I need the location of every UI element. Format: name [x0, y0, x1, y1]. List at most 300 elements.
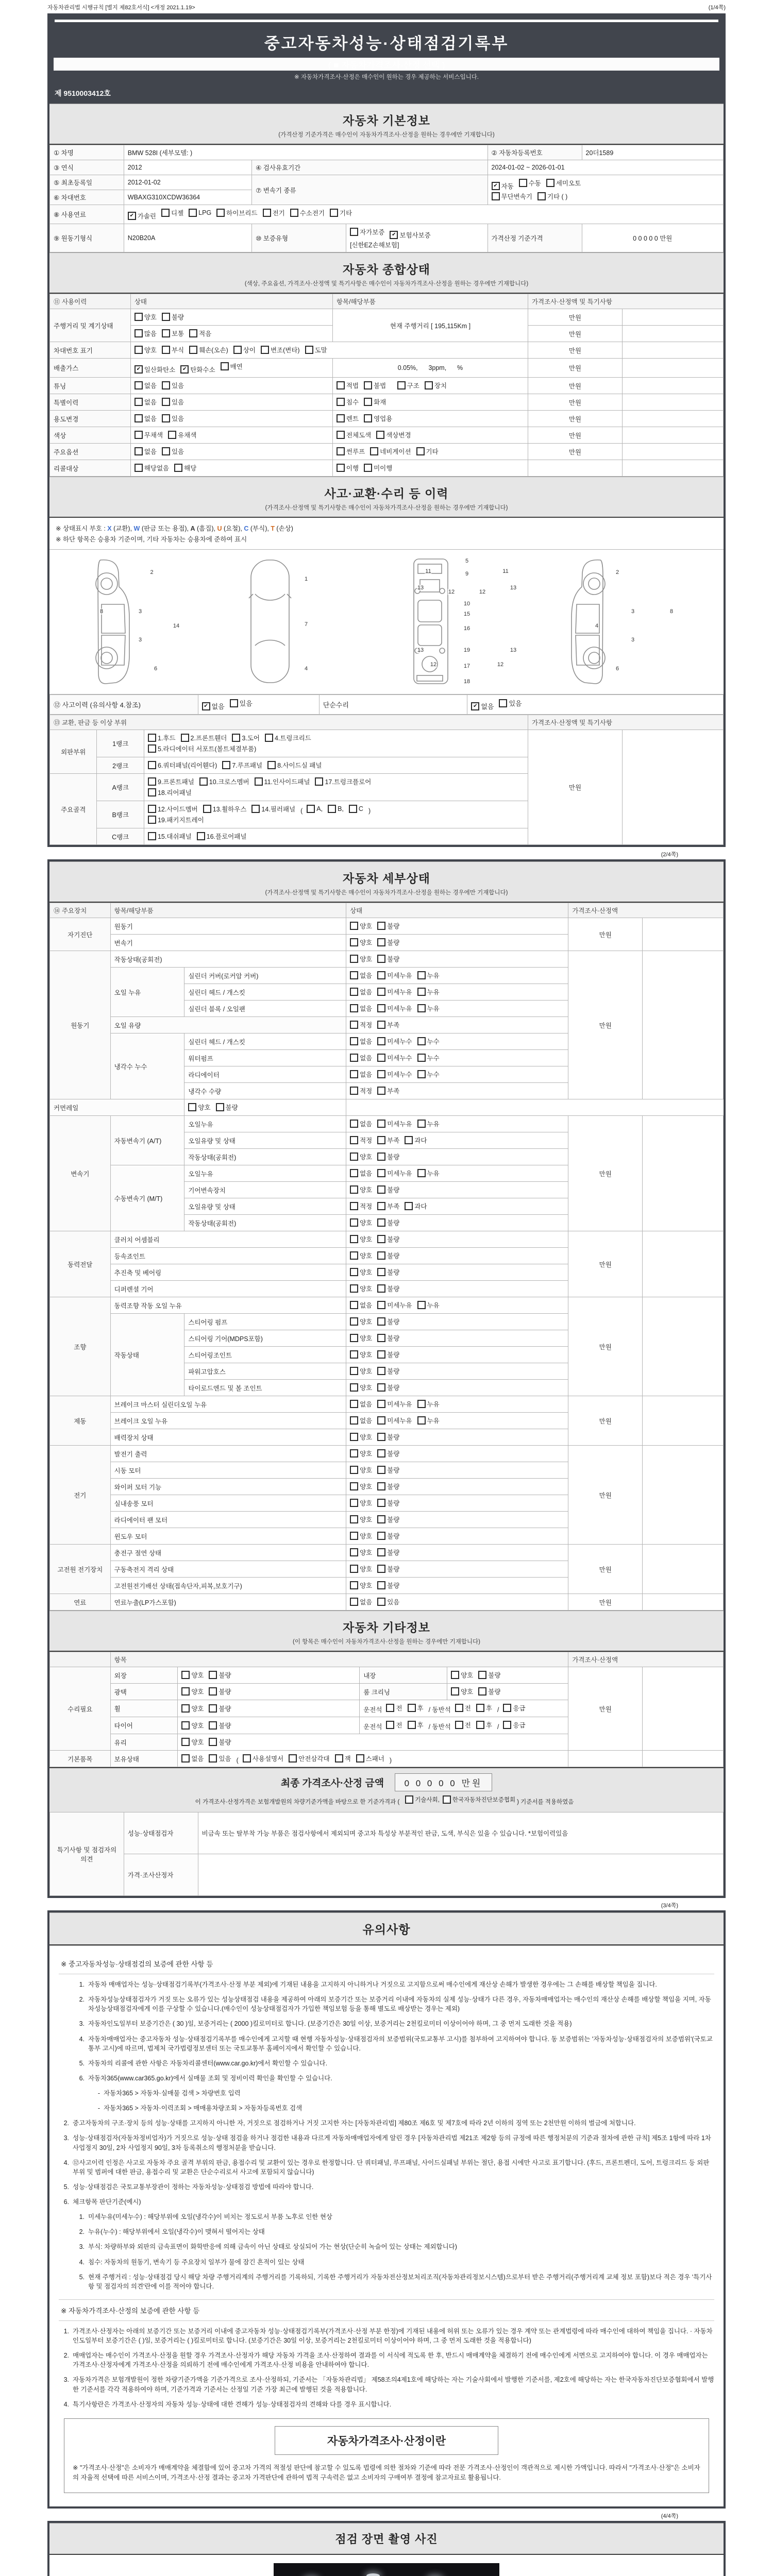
checkbox-option[interactable]: ✔ 없음 — [202, 701, 225, 711]
checkbox-option[interactable]: 불량 — [377, 921, 399, 930]
checkbox-option[interactable]: 매연 — [221, 362, 243, 371]
checkbox-option[interactable]: 유채색 — [168, 430, 196, 439]
table-row — [50, 918, 724, 935]
checkbox-option[interactable]: 10.크로스멤버 — [199, 777, 249, 786]
cell: 브레이크 마스터 실린더오일 누유 — [110, 1396, 346, 1413]
diagram-zone-number: 8 — [99, 608, 104, 615]
section-photo-title: 점검 장면 촬영 사진 — [335, 2532, 438, 2546]
checkbox-option[interactable]: 불량 — [377, 1185, 399, 1194]
checkbox-option[interactable]: 양호 — [181, 1704, 204, 1713]
checkbox-option[interactable]: 미세누유 — [377, 1119, 412, 1128]
checkbox-option[interactable]: 미세누유 — [377, 971, 412, 980]
cell: 만원 — [528, 309, 622, 326]
checkbox-option[interactable]: 양호 — [350, 1581, 372, 1590]
section-other-header — [49, 1611, 724, 1652]
notice-item: 1. 가격조사·산정자는 아래의 보증기간 또는 보증거리 이내에 중고자동차 성능·상태점검기록부(가격조사·산정 부분 한정)에 기재된 내용에 허위 또는 오류가 있는 경우 계약 또는 관계법령에 따라 매수인에 대하여 책임을 집니다. · 자동차인도일부터 보증기간은 ( )일, 보증거리는 ( )킬로미터로 합니다. (보증기간은 30일 이상, 보증거리는 2천킬로미터 이상이어야 하며, 그 중 먼저 도래한 것을 적용합니다) — [63, 2327, 713, 2344]
diagram-zone-number: 6 — [154, 665, 158, 672]
checkbox-option[interactable]: 누유 — [417, 1300, 440, 1310]
checkbox-option[interactable]: 불량 — [377, 1482, 399, 1491]
checkbox-option[interactable]: 불량 — [377, 1564, 399, 1573]
checkbox-option[interactable]: 양호 — [350, 1185, 372, 1194]
checkbox-option[interactable]: 있음 — [162, 414, 184, 423]
checkbox-option[interactable]: 없음 — [181, 1754, 204, 1763]
checkbox-option[interactable]: 불량 — [377, 1498, 399, 1507]
checkbox-option[interactable]: 18.리어패널 — [148, 788, 192, 797]
checkbox-option[interactable]: 네비게이션 — [370, 447, 411, 456]
checkbox-option[interactable]: 3.도어 — [232, 733, 260, 742]
legend-desc: (교환), — [111, 525, 134, 532]
checkbox-option[interactable]: 영업용 — [364, 414, 392, 423]
checkbox-option[interactable]: 적정 — [350, 1201, 372, 1211]
checkbox-option[interactable]: A, — [307, 805, 323, 813]
first-registration-value: 2012-01-02 — [124, 175, 251, 190]
table-row — [50, 1099, 724, 1116]
cell: 디퍼렌셜 기어 — [110, 1281, 346, 1297]
field-label: ⑤ 최초등록일 — [50, 175, 124, 190]
checkbox-option[interactable]: 렌트 — [337, 414, 359, 423]
cell — [178, 1684, 360, 1700]
checkbox-option[interactable]: 화재 — [364, 397, 386, 406]
table-row — [50, 224, 724, 252]
checkbox-option[interactable]: 무채색 — [135, 430, 163, 439]
checkbox-option[interactable]: 전 — [455, 1720, 471, 1730]
checkbox-option[interactable]: 디젤 — [161, 208, 183, 217]
section-accident-note: (가격조사·산정액 및 특기사항은 매수인이 자동차가격조사·산정을 원하는 경우에만 기재합니다) — [265, 505, 508, 511]
checkbox-option[interactable]: 누유 — [417, 1004, 440, 1013]
checkbox-option[interactable]: 미세누유 — [377, 1416, 412, 1425]
checkbox-option[interactable]: 불량 — [377, 1531, 399, 1540]
cell: 기본품목 — [50, 1751, 111, 1767]
checkbox-option[interactable]: 많음 — [135, 329, 157, 338]
diagram-zone-number: 14 — [173, 622, 180, 629]
checkbox-option[interactable]: 있음 — [209, 1754, 231, 1763]
cell: 고전원전기배선 상태(접속단자,피복,보호기구) — [110, 1578, 346, 1594]
cell — [360, 1717, 568, 1734]
checkbox-option[interactable]: 누유 — [417, 1399, 440, 1409]
cell: 브레이크 오일 누유 — [110, 1413, 346, 1429]
checkbox-option[interactable]: 적법 — [337, 381, 359, 390]
checkbox-option[interactable]: 없음 — [350, 1037, 372, 1046]
checkbox-option[interactable]: 양호 — [350, 1350, 372, 1359]
checkbox-option[interactable]: 누유 — [417, 1119, 440, 1128]
checkbox-option[interactable]: 누유 — [417, 1168, 440, 1178]
checkbox-option[interactable]: 없음 — [135, 397, 157, 406]
checkbox-option[interactable]: 구조 — [397, 381, 419, 390]
checkbox-option[interactable]: 있음 — [162, 397, 184, 406]
checkbox-option[interactable]: 없음 — [350, 1168, 372, 1178]
inspection-period-value: 2024-01-02 ~ 2026-01-01 — [488, 160, 723, 175]
notice-item: 3. 자동차가격은 보험개발원이 정한 차량기준가액을 기준가격으로 조사·산정하되, 기준서는 「자동차관리법」 제58조의4제1호에 해당하는 자는 기술사회에서 발행한 기준서를, 제2호에 해당하는 자는 한국자동차진단보증협회에서 발행한 기준서를 각각 적용하여야 하며, 기준가격과 기준서는 산정일 기준 가장 최근에 발행된 것을 적용합니다. — [63, 2376, 714, 2393]
section-photo-header — [49, 2523, 724, 2555]
checkbox-option[interactable]: 미세누수 — [377, 1037, 412, 1046]
cell — [332, 427, 528, 444]
checkbox-option[interactable]: 불량 — [377, 1218, 399, 1227]
cell: 만원 — [568, 1594, 643, 1611]
checkbox-option[interactable]: 불량 — [377, 1383, 399, 1392]
cell — [130, 378, 332, 394]
checkbox-option[interactable]: 부족 — [377, 1086, 399, 1095]
notice-item: 2. 누유(누수) : 해당부위에서 오일(냉각수)이 맺혀서 떨어지는 상태 — [79, 2228, 265, 2236]
checkbox-option[interactable]: 해당 — [174, 463, 196, 472]
checkbox-option[interactable]: 자가보증 — [350, 227, 384, 236]
checkbox-option[interactable]: 불량 — [377, 1581, 399, 1590]
checkbox-option[interactable]: 있음 — [499, 698, 522, 708]
checkbox-option[interactable]: 전 — [386, 1703, 402, 1713]
checkbox-option[interactable]: 불량 — [377, 938, 399, 947]
fuel-type-options — [124, 205, 723, 224]
column-header: 상태 — [130, 294, 332, 309]
checkbox-option[interactable]: 양호 — [135, 345, 157, 354]
checkbox-option[interactable]: 장치 — [425, 381, 447, 390]
checkbox-option[interactable]: 양호 — [350, 1432, 372, 1442]
checkbox-option[interactable]: 11.인사이드패널 — [255, 777, 310, 786]
accident-history-table — [49, 694, 724, 715]
column-header: 항목/해당부품 — [332, 294, 528, 309]
checkbox-option[interactable]: 전 — [386, 1720, 402, 1730]
checkbox-option[interactable]: ✔ 없음 — [471, 701, 494, 711]
checkbox-option[interactable]: 불량 — [377, 1152, 399, 1161]
cell — [346, 1314, 568, 1330]
cell: 유리 — [110, 1734, 178, 1751]
checkbox-option[interactable]: 있음 — [162, 447, 184, 456]
checkbox-option[interactable]: 안전삼각대 — [289, 1754, 329, 1763]
cell — [622, 427, 723, 444]
checkbox-option[interactable]: 불량 — [478, 1687, 500, 1696]
checkbox-option[interactable]: 양호 — [350, 1515, 372, 1524]
car-diagram-underbody — [402, 557, 531, 687]
checkbox-option[interactable]: 양호 — [181, 1721, 204, 1730]
inline-text: ) — [389, 1757, 392, 1764]
checkbox-option[interactable]: 양호 — [350, 1152, 372, 1161]
checkbox-option[interactable]: 있음 — [162, 381, 184, 390]
checkbox-option[interactable]: 8.사이드실 패널 — [267, 760, 322, 770]
checkbox-option[interactable]: 변조(변타) — [261, 345, 300, 354]
checkbox-option[interactable]: 훼손(오손) — [189, 345, 228, 354]
checkbox-option[interactable]: 불량 — [377, 954, 399, 963]
checkbox-option[interactable]: 양호 — [350, 1366, 372, 1376]
checkbox-option[interactable]: 불량 — [209, 1721, 231, 1730]
checkbox-option[interactable]: 후 — [408, 1703, 424, 1713]
cell — [346, 1248, 568, 1264]
opinion-table — [49, 1812, 724, 1896]
checkbox-option[interactable]: 있음 — [230, 698, 253, 708]
checkbox-option[interactable]: 양호 — [181, 1737, 204, 1747]
checkbox-option[interactable]: 9.프론트패널 — [148, 777, 194, 786]
checkbox-option[interactable]: 양호 — [350, 1498, 372, 1507]
checkbox-option[interactable]: 양호 — [350, 1449, 372, 1458]
price-appraisal-box — [64, 2418, 709, 2493]
checkbox-option[interactable]: 적정 — [350, 1020, 372, 1029]
field-label: ⑥ 차대번호 — [50, 190, 124, 205]
checkbox-option[interactable]: 스패너 — [356, 1754, 384, 1763]
document-number: 제 9510003412호 — [49, 87, 724, 104]
checkbox-option[interactable]: 양호 — [350, 1564, 372, 1573]
cell — [447, 1684, 568, 1700]
checkbox-option[interactable]: 양호 — [135, 312, 157, 321]
checkbox-option[interactable]: 양호 — [181, 1670, 204, 1680]
checkbox-option[interactable]: 도말 — [305, 345, 327, 354]
page-marker-2: (2/4쪽) — [661, 852, 678, 858]
cell: 만원 — [528, 359, 622, 378]
checkbox-option[interactable]: 응급 — [503, 1720, 525, 1730]
checkbox-option[interactable]: 부족 — [377, 1020, 399, 1029]
photo-area — [49, 2555, 724, 2576]
checkbox-option[interactable]: 없음 — [350, 1399, 372, 1409]
checkbox-option[interactable]: 16.플로어패널 — [197, 832, 247, 841]
checkbox-option[interactable]: 불량 — [377, 1251, 399, 1260]
checkbox-option[interactable]: 없음 — [135, 381, 157, 390]
checkbox-option[interactable]: 후 — [408, 1720, 424, 1730]
checkbox-option[interactable]: 썬루프 — [337, 447, 365, 456]
checkbox-option[interactable]: 양호 — [181, 1687, 204, 1696]
checkbox-option[interactable]: 양호 — [451, 1670, 473, 1680]
checkbox-option[interactable]: 없음 — [350, 1053, 372, 1062]
checkbox-option[interactable]: 없음 — [350, 987, 372, 996]
checkbox-option[interactable]: 보통 — [162, 329, 184, 338]
table-row — [50, 444, 724, 460]
checkbox-option[interactable]: 적정 — [350, 1136, 372, 1145]
checkbox-option[interactable]: 불량 — [377, 1234, 399, 1244]
checkbox-option[interactable]: ✔ 가솔린 — [128, 211, 156, 221]
checkbox-option[interactable]: 4.트렁크리드 — [265, 733, 311, 742]
checkbox-option[interactable]: 불량 — [162, 312, 184, 321]
checkbox-option[interactable]: 없음 — [135, 414, 157, 423]
checkbox-option[interactable]: 양호 — [350, 921, 372, 930]
notice-body — [49, 1945, 724, 2506]
checkbox-option[interactable]: 기술사회, — [405, 1795, 440, 1804]
checkbox-option[interactable]: 침수 — [337, 397, 359, 406]
field-label: 가격산정 기준가격 — [488, 224, 582, 252]
checkbox-option[interactable]: 불량 — [377, 1284, 399, 1293]
cell: 만원 — [528, 427, 622, 444]
cell — [346, 1512, 568, 1528]
checkbox-option[interactable]: 후 — [476, 1703, 492, 1713]
checkbox-option[interactable]: ✔ 탄화수소 — [180, 365, 215, 374]
cell: 오일 누유 — [110, 968, 184, 1017]
checkbox-option[interactable]: 없음 — [350, 971, 372, 980]
checkbox-option[interactable]: LPG — [189, 209, 211, 217]
checkbox-option[interactable]: 양호 — [350, 1465, 372, 1475]
checkbox-option[interactable]: 양호 — [350, 1333, 372, 1343]
checkbox-option[interactable]: 누유 — [417, 987, 440, 996]
checkbox-option[interactable]: 누유 — [417, 1416, 440, 1425]
checkbox-option[interactable]: 양호 — [350, 1218, 372, 1227]
checkbox-option[interactable]: 불법 — [364, 381, 386, 390]
checkbox-option[interactable]: 양호 — [350, 1234, 372, 1244]
checkbox-option[interactable]: 기타 — [330, 208, 352, 217]
checkbox-option[interactable]: 기타 ( ) — [537, 192, 567, 201]
checkbox-option[interactable]: 적정 — [350, 1086, 372, 1095]
checkbox-option[interactable]: 무단변속기 — [492, 192, 532, 201]
checkbox-option[interactable]: 응급 — [503, 1703, 525, 1713]
checkbox-option[interactable]: 불량 — [377, 1449, 399, 1458]
checkbox-option[interactable]: 미세누유 — [377, 1004, 412, 1013]
checkbox-option[interactable]: 미이행 — [364, 463, 392, 472]
checkbox-option[interactable]: 미세누수 — [377, 1070, 412, 1079]
checkbox-option[interactable]: 불량 — [377, 1317, 399, 1326]
checkbox-option[interactable]: 불량 — [209, 1704, 231, 1713]
checkbox-option[interactable]: 수동 — [519, 178, 541, 188]
notice-subsection-title: ※ 중고자동차성능·상태점검의 보증에 관한 사항 등 — [59, 1953, 714, 1974]
checkbox-option[interactable]: 19.패키지트레이 — [148, 815, 204, 824]
checkbox-option[interactable]: 부식 — [162, 345, 184, 354]
checkbox-option[interactable]: 누수 — [417, 1070, 440, 1079]
diagram-zone-number: 12 — [430, 662, 437, 668]
diagram-zone-number: 12 — [497, 662, 504, 668]
checkbox-option[interactable]: 불량 — [216, 1103, 238, 1112]
checkbox-option[interactable]: 부족 — [377, 1201, 399, 1211]
checkbox-option[interactable]: 양호 — [350, 1317, 372, 1326]
checkbox-option[interactable]: 미세누유 — [377, 1300, 412, 1310]
cell — [622, 359, 723, 378]
checkbox-option[interactable]: 1.후드 — [148, 733, 176, 742]
cell — [622, 460, 723, 477]
section-other-note: (이 항목은 매수인이 자동차가격조사·산정을 원하는 경우에만 기재합니다) — [293, 1639, 480, 1645]
diagram-zone-number: 2 — [615, 569, 619, 576]
checkbox-option[interactable]: 양호 — [350, 938, 372, 947]
checkbox-option[interactable]: 양호 — [350, 1548, 372, 1557]
cell — [622, 309, 723, 326]
exchange-parts-table — [49, 715, 724, 845]
checkbox-option[interactable]: 미세누유 — [377, 987, 412, 996]
checkbox-option[interactable]: 미세누수 — [377, 1053, 412, 1062]
cell — [346, 1446, 568, 1462]
checkbox-option[interactable]: 불량 — [377, 1515, 399, 1524]
cell: 변속기 — [110, 935, 346, 951]
checkbox-option[interactable]: B, — [328, 805, 344, 813]
checkbox-option[interactable]: 14.필러패널 — [251, 804, 295, 814]
checkbox-option[interactable]: 이행 — [337, 463, 359, 472]
cell: 충전구 절연 상태 — [110, 1545, 346, 1561]
cell — [332, 378, 528, 394]
checkbox-option[interactable]: 색상변경 — [376, 430, 411, 439]
legend-desc: (흠집), — [195, 525, 217, 532]
checkbox-option[interactable]: 불량 — [377, 1366, 399, 1376]
checkbox-option[interactable]: 불량 — [209, 1687, 231, 1696]
checkbox-option[interactable]: 불량 — [377, 1465, 399, 1475]
checkbox-option[interactable]: C — [349, 805, 363, 813]
checkbox-option[interactable]: 양호 — [350, 1482, 372, 1491]
inline-text: ( — [236, 1757, 239, 1764]
checkbox-option[interactable]: 사용설명서 — [243, 1754, 283, 1763]
checkbox-option[interactable]: 6.쿼터패널(리어휀다) — [148, 760, 217, 770]
checkbox-option[interactable]: 불량 — [209, 1670, 231, 1680]
cell — [130, 460, 332, 477]
checkbox-option[interactable]: 적음 — [189, 329, 211, 338]
cell: 현재 주행거리 [ 195,115Km ] — [332, 309, 528, 342]
checkbox-option[interactable]: 미세누유 — [377, 1168, 412, 1178]
checkbox-option[interactable]: 12.사이드멤버 — [148, 804, 198, 814]
checkbox-option[interactable]: ✔ 보험사보증 — [390, 230, 430, 240]
checkbox-option[interactable]: 미세누유 — [377, 1399, 412, 1409]
checkbox-option[interactable]: 전체도색 — [337, 430, 371, 439]
cell — [643, 1594, 724, 1611]
checkbox-option[interactable]: 양호 — [350, 954, 372, 963]
checkbox-option[interactable]: 수소전기 — [290, 208, 325, 217]
accident-note-2: ※ 하단 항목은 승용차 기준이며, 기타 자동차는 승용차에 준하여 표시 — [56, 536, 247, 543]
table-row — [50, 1751, 724, 1767]
checkbox-option[interactable]: 누수 — [417, 1037, 440, 1046]
checkbox-option[interactable]: 전기 — [263, 208, 285, 217]
checkbox-option[interactable]: 상이 — [233, 345, 256, 354]
checkbox-option[interactable]: 해당없음 — [135, 463, 169, 472]
checkbox-option[interactable]: 전 — [455, 1703, 471, 1713]
checkbox-option[interactable]: 불량 — [377, 1333, 399, 1343]
cell: 실린더 커버(로커암 커버) — [184, 968, 346, 984]
cell: 오일누유 — [184, 1165, 346, 1182]
cell: 특별이력 — [50, 394, 131, 411]
cell — [184, 1099, 346, 1116]
checkbox-option[interactable]: 17.트렁크플로어 — [315, 777, 371, 786]
checkbox-option[interactable]: 누수 — [417, 1053, 440, 1062]
cell — [130, 394, 332, 411]
checkbox-option[interactable]: 없음 — [350, 1070, 372, 1079]
checkbox-option[interactable]: 후 — [476, 1720, 492, 1730]
checkbox-option[interactable]: 양호 — [350, 1284, 372, 1293]
notice-item: 4. 침수: 자동차의 원동기, 변속기 등 주요장치 일부가 물에 잠긴 흔적이 있는 상태 — [79, 2258, 305, 2266]
cell: 만원 — [568, 1545, 643, 1594]
checkbox-option[interactable]: 없음 — [350, 1004, 372, 1013]
checkbox-option[interactable]: 없음 — [135, 447, 157, 456]
checkbox-option[interactable]: 하이브리드 — [216, 208, 257, 217]
checkbox-option[interactable]: 불량 — [377, 1267, 399, 1277]
checkbox-option[interactable]: 기타 — [416, 447, 439, 456]
checkbox-option[interactable]: 한국자동차진단보증협회 — [443, 1795, 515, 1804]
table-row — [50, 1116, 724, 1132]
checkbox-option[interactable]: 양호 — [350, 1267, 372, 1277]
checkbox-option[interactable]: 양호 — [451, 1687, 473, 1696]
checkbox-option[interactable]: 불량 — [478, 1670, 500, 1680]
checkbox-option[interactable]: 없음 — [350, 1300, 372, 1310]
checkbox-option[interactable]: 양호 — [350, 1251, 372, 1260]
checkbox-option[interactable]: 과다 — [405, 1136, 427, 1145]
checkbox-option[interactable]: 7.루프패널 — [222, 760, 262, 770]
cell: 작동상태 — [110, 1314, 184, 1396]
checkbox-option[interactable]: 불량 — [377, 1432, 399, 1442]
checkbox-option[interactable]: 세미오토 — [546, 178, 581, 188]
checkbox-option[interactable]: 불량 — [377, 1548, 399, 1557]
checkbox-option[interactable]: 없음 — [350, 1119, 372, 1128]
cell — [178, 1700, 360, 1717]
checkbox-option[interactable]: 5.라디에이터 서포트(볼트체결부품) — [148, 744, 256, 753]
checkbox-option[interactable]: 2.프론트휀더 — [181, 733, 227, 742]
table-row — [50, 1667, 724, 1684]
checkbox-option[interactable]: 없음 — [350, 1597, 372, 1606]
checkbox-option[interactable]: 과다 — [405, 1201, 427, 1211]
checkbox-option[interactable]: 불량 — [209, 1737, 231, 1747]
checkbox-option[interactable]: 13.휠하우스 — [203, 804, 247, 814]
checkbox-option[interactable]: 없음 — [350, 1416, 372, 1425]
accident-notes — [49, 518, 724, 550]
checkbox-option[interactable]: 양호 — [188, 1103, 210, 1112]
checkbox-option[interactable]: 잭 — [335, 1754, 351, 1763]
checkbox-option[interactable]: 양호 — [350, 1383, 372, 1392]
diagram-zone-number: 4 — [304, 665, 308, 672]
checkbox-option[interactable]: 불량 — [377, 1350, 399, 1359]
inline-text: / 동반석 — [428, 1706, 451, 1714]
checkbox-option[interactable]: 있음 — [377, 1597, 399, 1606]
cell — [346, 1215, 568, 1231]
checkbox-option[interactable]: 15.대쉬패널 — [148, 832, 192, 841]
checkbox-option[interactable]: 양호 — [350, 1531, 372, 1540]
checkbox-option[interactable]: ✔ 자동 — [492, 181, 514, 191]
checkbox-option[interactable]: ✔ 일산화탄소 — [135, 365, 175, 374]
section-notice-title: 유의사항 — [362, 1923, 411, 1936]
checkbox-option[interactable]: 누유 — [417, 971, 440, 980]
checkbox-option[interactable]: 부족 — [377, 1136, 399, 1145]
page-marker-1: (1/4쪽) — [708, 5, 726, 11]
cell: 수리필요 — [50, 1667, 111, 1751]
